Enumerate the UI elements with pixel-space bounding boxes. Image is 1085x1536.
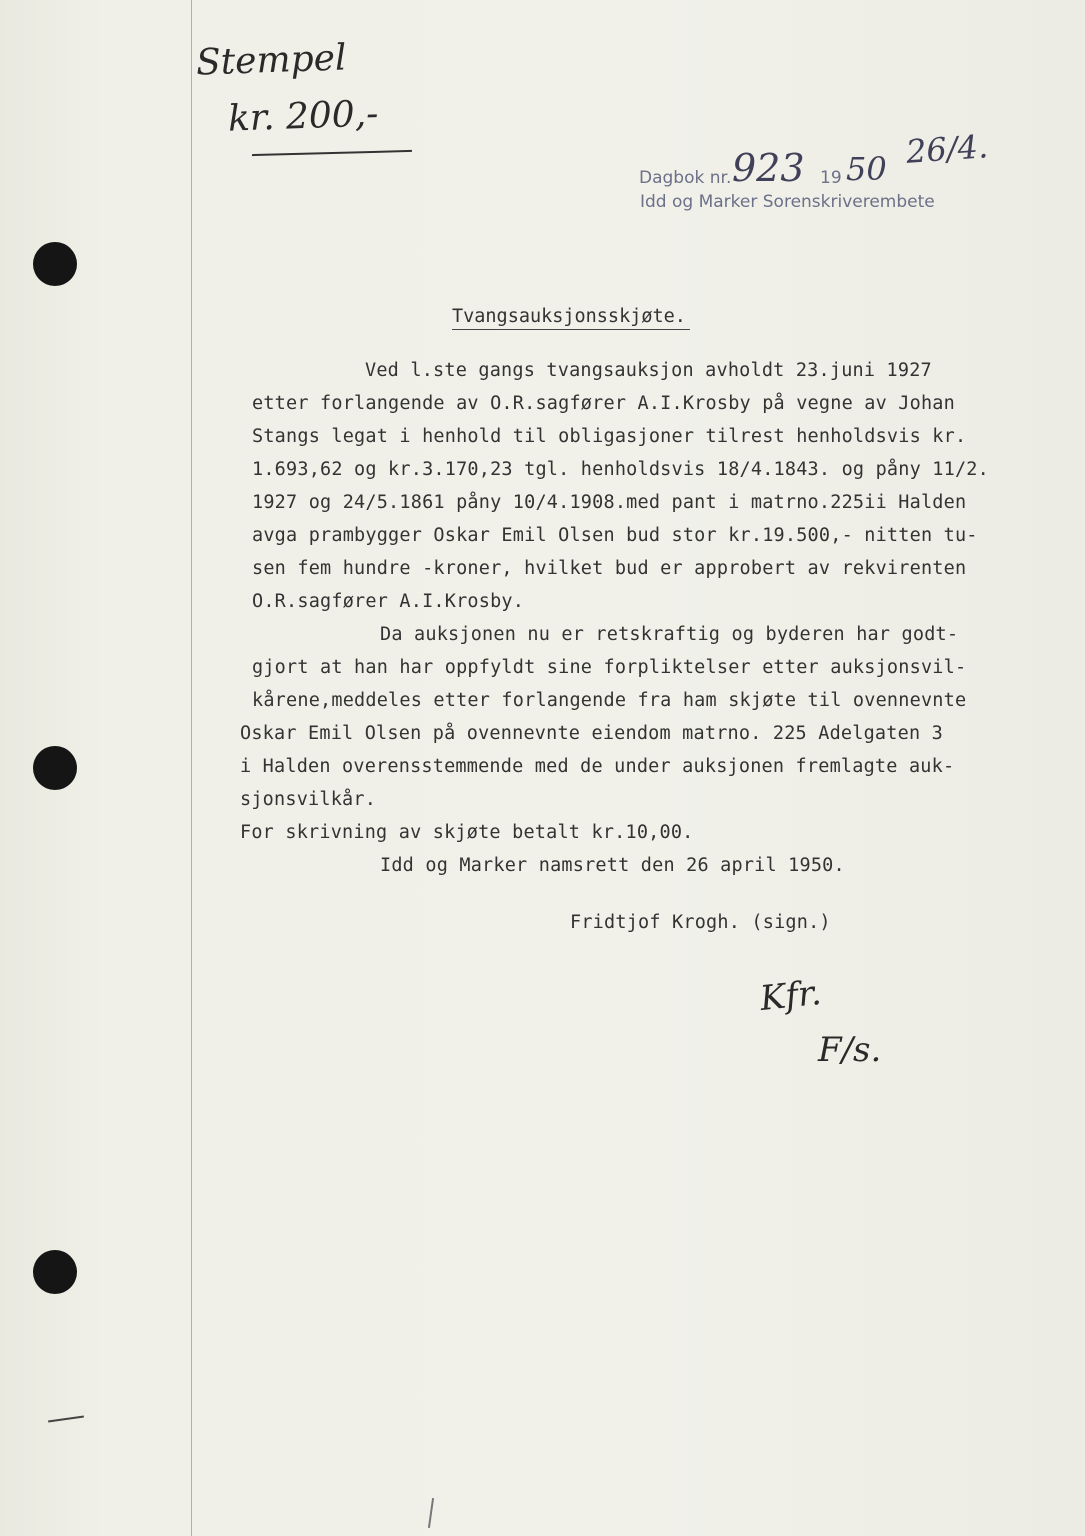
handwritten-initials: Kfr. [758,972,824,1020]
body-line: Oskar Emil Olsen på ovennevnte eiendom matrno. 225 Adelgaten 3 [240,723,943,744]
handwritten-initials-2: F/s. [818,1030,882,1070]
body-line: 1927 og 24/5.1861 påny 10/4.1908.med pant i matrno.225ii Halden [252,492,967,513]
body-line: etter forlangende av O.R.sagfører A.I.Krosby på vegne av Johan [252,393,955,414]
body-line: avga prambygger Oskar Emil Olsen bud stor kr.19.500,- nitten tu- [252,525,978,546]
register-year-prefix: 19 [820,168,842,188]
body-line: Idd og Marker namsrett den 26 april 1950. [380,855,845,876]
body-line: For skrivning av skjøte betalt kr.10,00. [240,822,694,843]
body-line: Da auksjonen nu er retskraftig og byderen har godt- [380,624,959,645]
body-line: gjort at han har oppfyldt sine forpliktelser etter auksjonsvil- [252,657,967,678]
body-line: kårene,meddeles etter forlangende fra ham skjøte til ovennevnte [252,690,967,711]
register-office: Idd og Marker Sorenskriverembete [640,192,935,212]
signature: Fridtjof Krogh. (sign.) [570,912,831,933]
body-line: Stangs legat i henhold til obligasjoner tilrest henholdsvis kr. [252,426,967,447]
body-line: sen fem hundre -kroner, hvilket bud er approbert av rekvirenten [252,558,967,579]
punch-hole [33,1250,77,1294]
stamp-tax-label: Stempel [195,37,348,84]
body-line: 1.693,62 og kr.3.170,23 tgl. henholdsvis 18/4.1843. og påny 11/2. [252,459,989,480]
body-line: O.R.sagfører A.I.Krosby. [252,591,525,612]
register-label: Dagbok nr. [639,168,732,188]
punch-hole [33,746,77,790]
bottom-pen-mark [428,1498,434,1528]
stamp-tax-underline [252,150,412,156]
body-line: i Halden overensstemmende med de under auksjonen fremlagte auk- [240,756,955,777]
margin-tick-mark [48,1416,84,1423]
punch-hole [33,242,77,286]
margin-line [191,0,192,1536]
document-title: Tvangsauksjonsskjøte. [452,306,690,330]
register-year-suffix: 50 [846,150,887,188]
register-date: 26/4. [904,127,990,171]
body-line: Ved l.ste gangs tvangsauksjon avholdt 23.juni 1927 [365,360,932,381]
stamp-tax-amount: kr. 200,- [227,93,379,140]
register-number: 923 [732,146,805,190]
body-line: sjonsvilkår. [240,789,377,810]
